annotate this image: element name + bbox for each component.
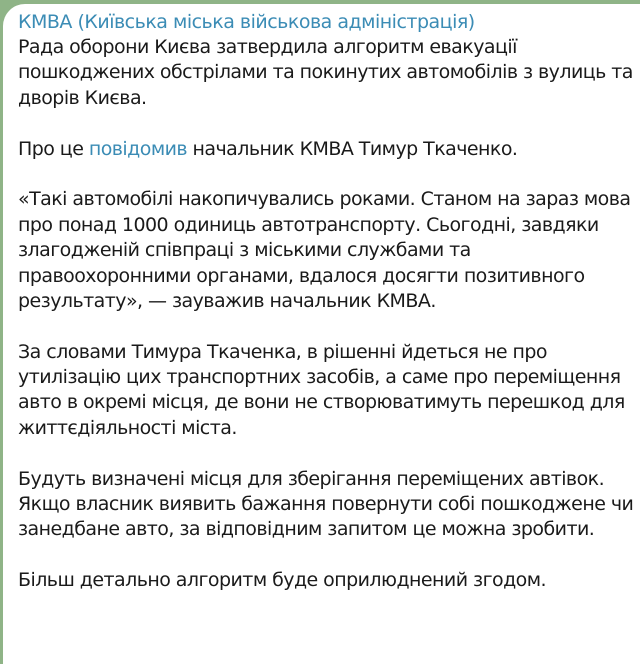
text-line: результату», — зауважив начальник КМВА. [18,289,436,312]
source-prefix: Про це [18,137,89,160]
text-line: злагодженій співпраці з міськими службами та [18,239,471,262]
channel-name[interactable]: КМВА (Київська міська військова адміністрація) [18,11,475,33]
paragraph-gap [18,543,634,568]
text-line: правоохоронними органами, вдалося досягти позитивного [18,264,585,287]
paragraph-closing [18,568,634,593]
text-line: Рада оборони Києва затвердила алгоритм евакуації [18,36,517,58]
paragraph-gap [18,111,634,136]
text-line: «Такі автомобілі накопичувались роками. Станом на зараз мова [18,188,631,211]
paragraph-storage [18,467,634,543]
paragraph-details [18,340,634,442]
paragraph-source [18,137,634,162]
text-line: про понад 1000 одиниць автотранспорту. Сьогодні, завдяки [18,213,599,236]
text-line: життєдіяльності міста. [18,416,237,439]
text-line: Якщо власник виявить бажання повернути собі пошкоджене чи [18,493,634,516]
paragraph-intro [18,35,634,111]
text-line: Будуть визначені місця для зберігання переміщених автівок. [18,467,605,490]
text-line: Більш детально алгоритм буде оприлюднений згодом. [18,569,547,592]
source-suffix: начальник КМВА Тимур Ткаченко. [187,137,518,160]
source-link[interactable]: повідомив [88,137,188,160]
paragraph-gap [18,162,634,187]
paragraph-gap [18,441,634,466]
message-content [18,9,634,594]
text-line: авто в окремі місця, де вони не створюватимуть перешкод для [18,391,625,414]
text-line [18,137,634,162]
text-line: утилізацію цих транспортних засобів, а саме про переміщення [18,366,621,389]
text-line: За словами Тимура Ткаченка, в рішенні йдеться не про [18,340,548,363]
text-line: занедбане авто, за відповідним запитом це можна зробити. [18,518,595,541]
paragraph-gap [18,314,634,339]
paragraph-quote [18,187,634,314]
text-line: дворів Києва. [18,86,147,109]
text-line: пошкоджених обстрілами та покинутих автомобілів з вулиць та [18,61,633,84]
